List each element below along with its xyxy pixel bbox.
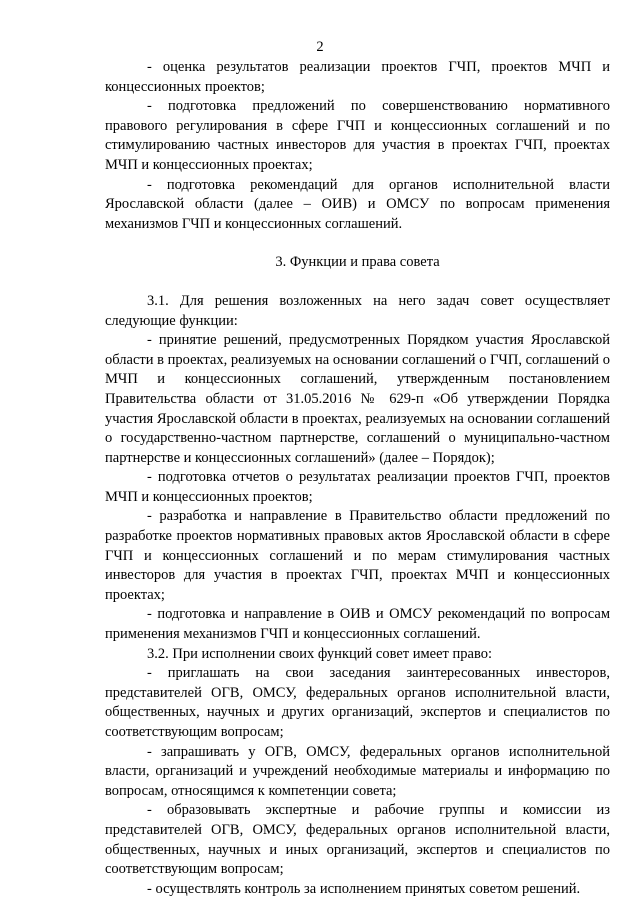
section-3-heading: 3. Функции и права совета [275,254,440,271]
clause-3-1-item-decisions: - принятие решений, предусмотренных Порядком участия Ярославской области в проектах, реализуемых на основании соглашений о ГЧП, соглашений о МЧП и концессионных соглашений, утвержденным постановлением Правительства области от 31.05.2016 № 629-п «Об утверждении Порядка участия Ярославской области в проектах, реализуемых на основании соглашений о государственно-частном партнерстве, соглашений о муниципально-частном партнерстве и концессионных соглашений» (далее – Порядок); [105,332,610,466]
clause-3-2-intro: 3.2. При исполнении своих функций совет имеет право: [147,645,492,662]
page-number: 2 [316,39,324,55]
clause-3-2-item-form-groups: - образовывать экспертные и рабочие группы и комиссии из представителей ОГВ, ОМСУ, федеральных органов исполнительной власти, общественных, научных и иных организаций, экспертов и специалистов по соответствующим вопросам; [105,802,610,878]
intro-item-results-evaluation: - оценка результатов реализации проектов ГЧП, проектов МЧП и концессионных проектов; [105,59,610,95]
clause-3-2-item-control: - осуществлять контроль за исполнением принятых советом решений. [147,880,581,897]
clause-3-1-intro: 3.1. Для решения возложенных на него задач совет осуществляет следующие функции: [105,292,610,329]
clause-3-1-item-legislative-proposals: - разработка и направление в Правительство области предложений по разработке проектов нормативных правовых актов Ярославской области в сфере ГЧП и концессионных соглашений и по мерам стимулирования частных инвесторов для участия в проектах ГЧП, проектах МЧП и концессионных проектах; [105,508,610,603]
intro-item-regulation-proposals: - подготовка предложений по совершенствованию нормативного правового регулирования в сфере ГЧП и концессионных соглашений и по стимулированию частных инвесторов для участия в проектах ГЧП, проектах МЧП и концессионных проектах; [105,98,610,173]
document-body [105,58,610,899]
clause-3-2-item-request: - запрашивать у ОГВ, ОМСУ, федеральных органов исполнительной власти, организаций и учреждений необходимые материалы и информацию по вопросам, относящимся к компетенции совета; [105,743,610,799]
clause-3-1-item-reports: - подготовка отчетов о результатах реализации проектов ГЧП, проектов МЧП и концессионных проектов; [105,469,610,505]
intro-item-recommendations: - подготовка рекомендаций для органов исполнительной власти Ярославской области (далее – ОИВ) и ОМСУ по вопросам применения механизмов ГЧП и концессионных соглашений. [105,176,610,232]
clause-3-2-item-invite: - приглашать на свои заседания заинтересованных инвесторов, представителей ОГВ, ОМСУ, федеральных органов исполнительной власти, общественных, научных и других организаций, экспертов и специалистов по соответствующим вопросам; [105,665,610,740]
clause-3-1-item-recommendations: - подготовка и направление в ОИВ и ОМСУ рекомендаций по вопросам применения механизмов ГЧП и концессионных соглашений. [105,606,610,643]
